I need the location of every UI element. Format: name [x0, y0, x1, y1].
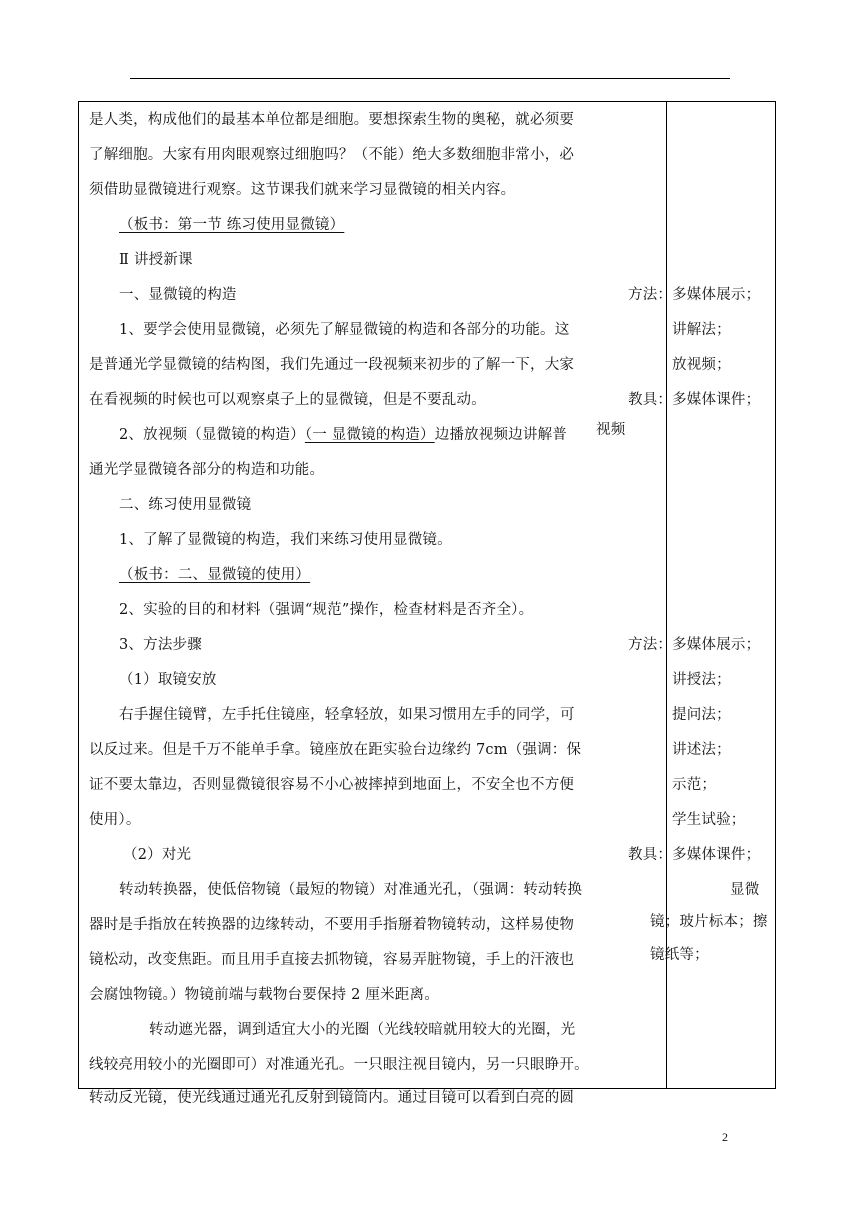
paragraph-line: 3、方法步骤: [119, 637, 202, 653]
teaching-aid-line: 教具：多媒体课件；: [628, 392, 761, 408]
paragraph-line: 了解细胞。大家有用肉眼观察过细胞吗？（不能）绝大多数细胞非常小，必: [89, 147, 575, 163]
paragraph-line: 转动遮光器，调到适宜大小的光圈（光线较暗就用较大的光圈，光: [149, 1022, 576, 1038]
paragraph-line: 转动反光镜，使光线通过通光孔反射到镜筒内。通过目镜可以看到白亮的圆: [89, 1090, 575, 1106]
paragraph-line: 1、要学会使用显微镜，必须先了解显微镜的构造和各部分的功能。这: [119, 322, 570, 338]
paragraph-line: 会腐蚀物镜。）物镜前端与载物台要保持 2 厘米距离。: [89, 987, 439, 1003]
paragraph-line: 线较亮用较小的光圈即可）对准通光孔。一只眼注视目镜内，另一只眼睁开。: [89, 1057, 589, 1073]
teaching-aid-line: 镜纸等；: [650, 947, 709, 963]
teaching-aid-line: 镜；玻片标本；擦: [650, 914, 768, 930]
method-line: 讲述法；: [672, 742, 731, 758]
paragraph-line: 2、实验的目的和材料（强调“规范”操作，检查材料是否齐全）。: [119, 602, 534, 618]
header-rule: [130, 78, 730, 79]
paragraph-line: 器时是手指放在转换器的边缘转动，不要用手指掰着物镜转动，这样易使物: [89, 917, 575, 933]
step-heading: （2）对光: [123, 847, 192, 863]
paragraph-text: 2、放视频（显微镜的构造）: [119, 427, 305, 443]
paragraph-line: 右手握住镜臂，左手托住镜座，轻拿轻放，如果习惯用左手的同学，可: [119, 707, 575, 723]
paragraph-line: 镜松动，改变焦距。而且用手直接去抓物镜，容易弄脏物镜，手上的汗液也: [89, 952, 575, 968]
method-line: 讲解法；: [672, 322, 731, 338]
paragraph-line: [119, 425, 567, 445]
method-line: 学生试验；: [672, 812, 746, 828]
teaching-aid-line: 显微: [730, 882, 760, 898]
column-divider: [666, 102, 667, 1088]
page-number: 2: [722, 1130, 728, 1144]
paragraph-line: 通光学显微镜各部分的构造和功能。: [89, 462, 325, 478]
paragraph-line: 以反过来。但是千万不能单手拿。镜座放在距实验台边缘约 7cm（强调：保: [89, 742, 582, 758]
paragraph-line: 使用）。: [89, 812, 141, 828]
board-note: （板书：第一节 练习使用显微镜）: [119, 217, 345, 233]
paragraph-line: 1、了解了显微镜的构造，我们来练习使用显微镜。: [119, 532, 452, 548]
method-line: 提问法；: [672, 707, 731, 723]
paragraph-line: 须借助显微镜进行观察。这节课我们就来学习显微镜的相关内容。: [89, 182, 516, 198]
method-line: 放视频；: [672, 357, 731, 373]
teaching-aid-line: 教具：多媒体课件；: [628, 847, 761, 863]
paragraph-line: 是普通光学显微镜的结构图，我们先通过一段视频来初步的了解一下，大家: [89, 357, 575, 373]
lesson-table: [78, 101, 776, 1106]
section-heading: 一、显微镜的构造: [119, 287, 237, 303]
paragraph-text: 边播放视频边讲解普: [434, 427, 567, 443]
paragraph-line: 是人类，构成他们的最基本单位都是细胞。要想探索生物的奥秘，就必须要: [89, 112, 575, 128]
board-note: （板书：二、显微镜的使用）: [119, 567, 311, 583]
teaching-aid-line: 视频: [596, 422, 626, 438]
step-heading: （1）取镜安放: [119, 672, 217, 688]
method-line: 示范；: [672, 777, 717, 793]
method-line: 方法：多媒体展示；: [628, 637, 761, 653]
section-heading: 二、练习使用显微镜: [119, 497, 252, 513]
paragraph-line: 证不要太靠边，否则显微镜很容易不小心被摔掉到地面上，不安全也不方便: [89, 777, 575, 793]
section-heading: Ⅱ 讲授新课: [119, 252, 193, 268]
video-link[interactable]: （一 显微镜的构造）: [304, 427, 435, 443]
paragraph-line: 在看视频的时候也可以观察桌子上的显微镜，但是不要乱动。: [89, 392, 486, 408]
method-line: 讲授法；: [672, 672, 731, 688]
method-line: 方法：多媒体展示；: [628, 287, 761, 303]
paragraph-line: 转动转换器，使低倍物镜（最短的物镜）对准通光孔，（强调：转动转换: [119, 882, 583, 898]
